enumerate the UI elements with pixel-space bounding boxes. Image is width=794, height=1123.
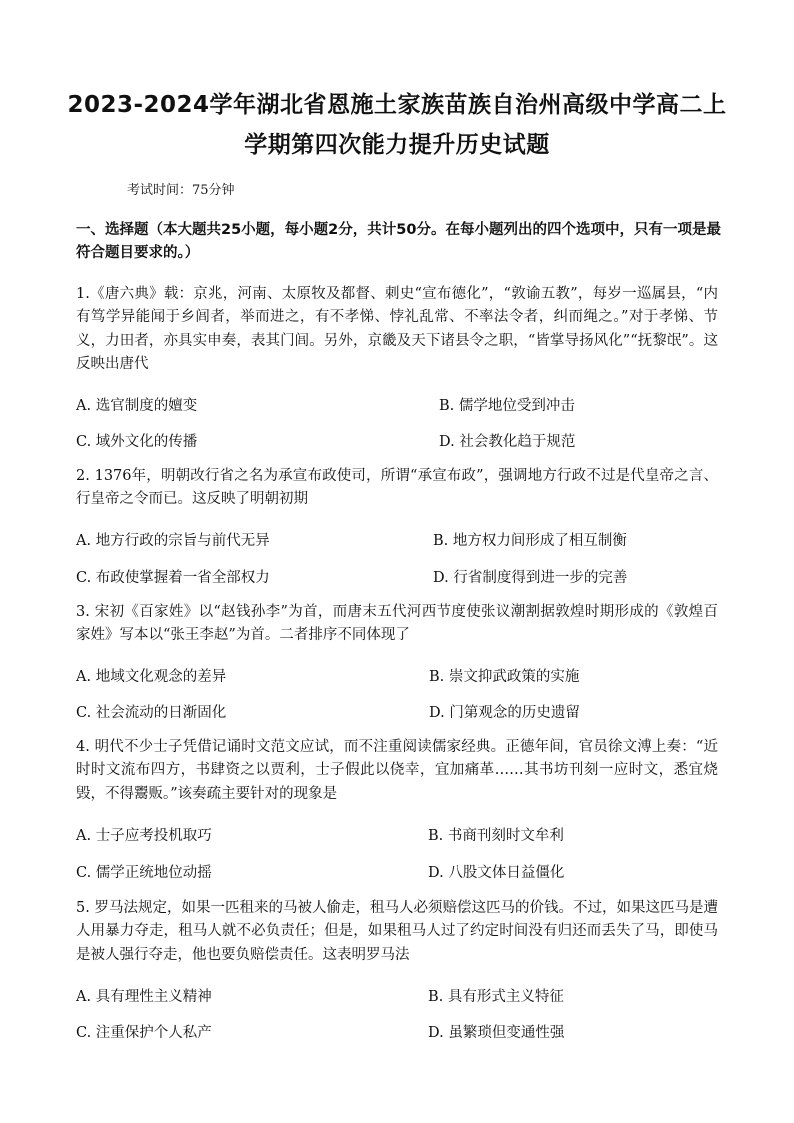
question-4-option-d[interactable]: D. 八股文体日益僵化 <box>428 865 565 881</box>
question-2-option-d[interactable]: D. 行省制度得到进一步的完善 <box>433 570 628 586</box>
question-3-option-d[interactable]: D. 门第观念的历史遗留 <box>429 705 580 721</box>
exam-time: 考试时间：75分钟 <box>127 183 235 198</box>
section-heading: 一、选择题（本大题共25小题，每小题2分，共计50分。在每小题列出的四个选项中，只有一项是最符合题目要求的。） <box>76 222 721 261</box>
question-1-option-b[interactable]: B. 儒学地位受到冲击 <box>439 398 575 414</box>
question-2-stem: 2. 1376年，明朝改行省之名为承宣布政使司，所谓“承宣布政”，强调地方行政不过是代皇帝之言、行皇帝之令而已。这反映了明朝初期 <box>76 468 718 508</box>
question-3-stem: 3. 宋初《百家姓》以“赵钱孙李”为首，而唐末五代河西节度使张议潮割据敦煌时期形成的《敦煌百家姓》写本以“张王李赵”为首。二者排序不同体现了 <box>76 604 718 644</box>
question-2-option-c[interactable]: C. 布政使掌握着一省全部权力 <box>76 570 270 586</box>
question-3-option-c[interactable]: C. 社会流动的日渐固化 <box>76 705 227 721</box>
question-4-option-a[interactable]: A. 士子应考投机取巧 <box>76 828 212 844</box>
question-1-option-c[interactable]: C. 域外文化的传播 <box>76 434 198 450</box>
question-5-option-b[interactable]: B. 具有形式主义特征 <box>428 989 564 1005</box>
question-3-option-b[interactable]: B. 崇文抑武政策的实施 <box>429 669 580 685</box>
question-5-option-c[interactable]: C. 注重保护个人私产 <box>76 1025 212 1041</box>
exam-title-line-2: 学期第四次能力提升历史试题 <box>244 132 550 158</box>
question-2-option-a[interactable]: A. 地方行政的宗旨与前代无异 <box>76 533 270 549</box>
question-1-option-a[interactable]: A. 选官制度的嬗变 <box>76 398 198 414</box>
question-1-option-d[interactable]: D. 社会教化趋于规范 <box>439 434 576 450</box>
question-1-stem: 1.《唐六典》载：京兆，河南、太原牧及都督、刺史“宣布德化”，“敦谕五教”，每岁一巡属县，“内有笃学异能闻于乡闾者，举而进之，有不孝悌、悖礼乱常、不率法令者，纠而绳之。”对于孝悌、节义，力田者，亦具实申奏，表其门闾。另外，京畿及天下诸县令之职，“皆掌导扬风化”“抚黎氓”。这反映出唐代 <box>76 286 718 372</box>
question-3-option-a[interactable]: A. 地域文化观念的差异 <box>76 669 227 685</box>
question-5-stem: 5. 罗马法规定，如果一匹租来的马被人偷走，租马人必须赔偿这匹马的价钱。不过，如果这匹马是遭人用暴力夺走，租马人就不必负责任；但是，如果租马人过了约定时间没有归还而丢失了马，即使马是被人强行夺走，他也要负赔偿责任。这表明罗马法 <box>76 900 718 963</box>
exam-title-line-1: 2023-2024学年湖北省恩施土家族苗族自治州高级中学高二上 <box>67 92 727 118</box>
question-4-option-b[interactable]: B. 书商刊刻时文牟利 <box>428 828 564 844</box>
question-4-stem: 4. 明代不少士子凭借记诵时文范文应试，而不注重阅读儒家经典。正德年间，官员徐文溥上奏：“近时时文流布四方，书肆资之以贾利，士子假此以侥幸，宜加痛革……其书坊刊刻一应时文，悉宜烧毁，不得鬻贩。”该奏疏主要针对的现象是 <box>76 739 718 802</box>
question-2-option-b[interactable]: B. 地方权力间形成了相互制衡 <box>433 533 627 549</box>
question-4-option-c[interactable]: C. 儒学正统地位动摇 <box>76 865 212 881</box>
question-5-option-d[interactable]: D. 虽繁琐但变通性强 <box>428 1025 565 1041</box>
question-5-option-a[interactable]: A. 具有理性主义精神 <box>76 989 212 1005</box>
